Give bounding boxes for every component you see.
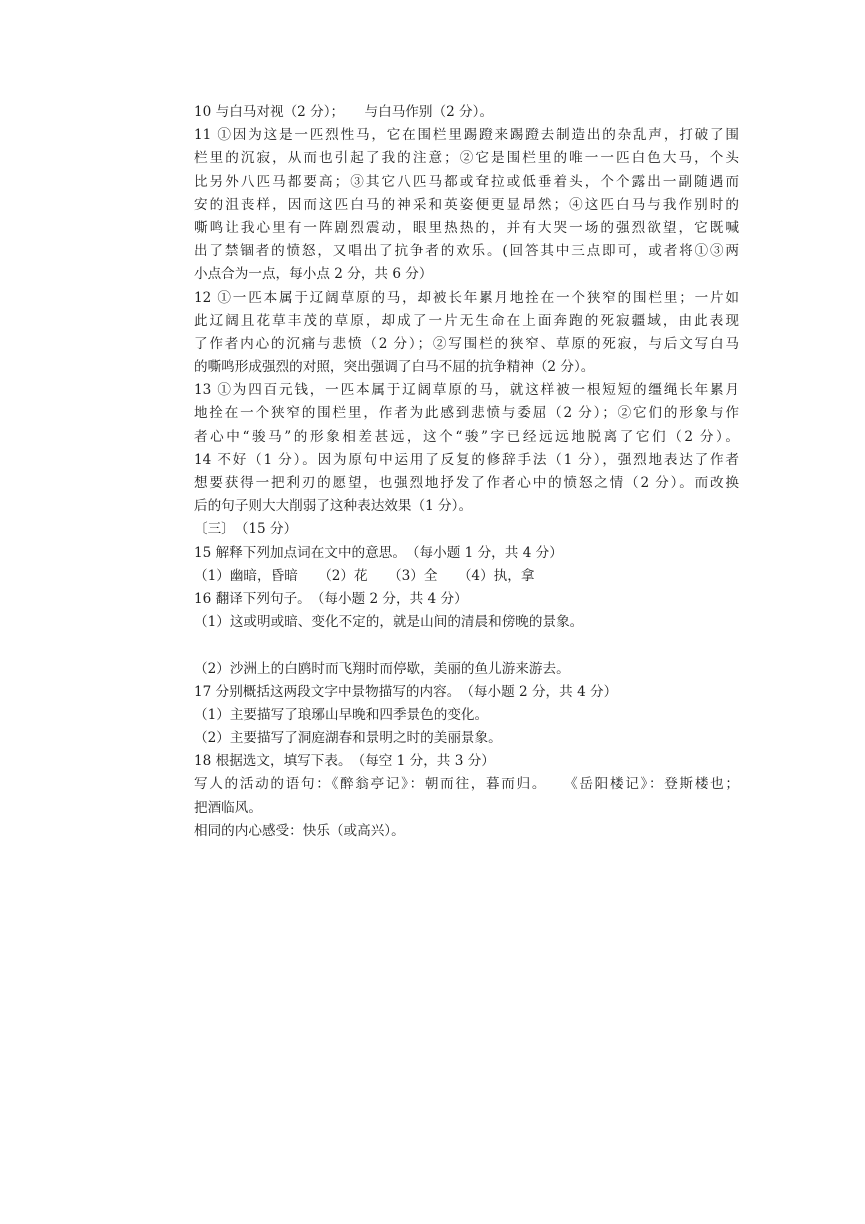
text-line: 栏里的沉寂，从而也引起了我的注意；②它是围栏里的唯一一匹白色大马，个头 (194, 150, 739, 167)
text-line: 比另外八匹马都要高；③其它八匹马都或耷拉或低垂着头，个个露出一副随遇而 (194, 173, 739, 190)
text-line: 12 ①一匹本属于辽阔草原的马，却被长年累月地拴在一个狭窄的围栏里；一片如 (194, 289, 739, 306)
text-line: 14 不好（1 分）。因为原句中运用了反复的修辞手法（1 分），强烈地表达了作者 (194, 451, 739, 468)
text-line: 18 根据选文，填写下表。 （每空 1 分，共 3 分） (194, 753, 495, 770)
text-line: 15 解释下列加点词在文中的意思。 （每小题 1 分，共 4 分） (194, 544, 563, 561)
text-line: 想要获得一把利刃的愿望，也强烈地抒发了作者心中的愤怒之情（2 分）。而改换 (194, 475, 739, 491)
text-line: 的嘶鸣形成强烈的对照，突出强调了白马不屈的抗争精神（2 分）。 (194, 359, 595, 376)
text-line: （1）这或明或暗、变化不定的，就是山间的清晨和傍晚的景象。 (194, 614, 584, 631)
text-line: 安的沮丧样，因而这匹白马的神采和英姿便更显昂然；④这匹白马与我作别时的 (194, 196, 739, 213)
text-line: 此辽阔且花草丰茂的草原，却成了一片无生命在上面奔跑的死寂疆域，由此表现 (194, 312, 739, 329)
text-line: 11 ①因为这是一匹烈性马，它在围栏里踢蹬来踢蹬去制造出的杂乱声，打破了围 (194, 127, 739, 144)
text-line: （1）主要描写了琅琊山早晚和四季景色的变化。 (194, 706, 489, 723)
text-line: （1）幽暗，昏暗 （2）花 （3）全 （4）执，拿 (194, 567, 535, 584)
text-line: 写人的活动的语句：《醉翁亭记》：朝而往，暮而归。 《岳阳楼记》：登斯楼也； (194, 776, 739, 793)
text-line: 后的句子则大大削弱了这种表达效果（1 分）。 (194, 498, 473, 515)
answer-key-text (194, 101, 739, 843)
text-line: 10 与白马对视（2 分）； 与白马作别（2 分）。 (194, 104, 494, 120)
text-line: （2）主要描写了洞庭湖春和景明之时的美丽景象。 (194, 730, 502, 747)
text-line: 16 翻译下列句子。 （每小题 2 分，共 4 分） (194, 590, 468, 607)
text-line: 小点合为一点，每小点 2 分，共 6 分） (194, 266, 433, 283)
text-line: 者心中“骏马”的形象相差甚远，这个“骏”字已经远远地脱离了它们（2 分）。 (194, 428, 739, 445)
text-line: 17 分别概括这两段文字中景物描写的内容。 （每小题 2 分，共 4 分） (194, 683, 618, 700)
text-line: 了作者内心的沉痛与悲愤（2 分）；②写围栏的狭窄、草原的死寂，与后文写白马 (194, 335, 739, 352)
text-line: 嘶鸣让我心里有一阵剧烈震动，眼里热热的，并有大哭一场的强烈欲望，它既喊 (194, 219, 739, 236)
section-heading: 〔三〕 （15 分） (194, 521, 298, 538)
text-line: 地拴在一个狭窄的围栏里，作者为此感到悲愤与委屈（2 分）；②它们的形象与作 (194, 405, 739, 422)
text-line: 把酒临风。 (194, 799, 262, 816)
text-line: 相同的内心感受：快乐（或高兴）。 (194, 822, 405, 839)
blank-line (194, 634, 739, 657)
text-line: （2）沙洲上的白鸥时而飞翔时而停歇，美丽的鱼儿游来游去。 (194, 660, 570, 677)
text-line: 13 ①为四百元钱，一匹本属于辽阔草原的马，就这样被一根短短的缰绳长年累月 (194, 382, 739, 399)
text-line: 出了禁锢者的愤怒，又唱出了抗争者的欢乐。(回答其中三点即可，或者将①③两 (194, 243, 739, 260)
